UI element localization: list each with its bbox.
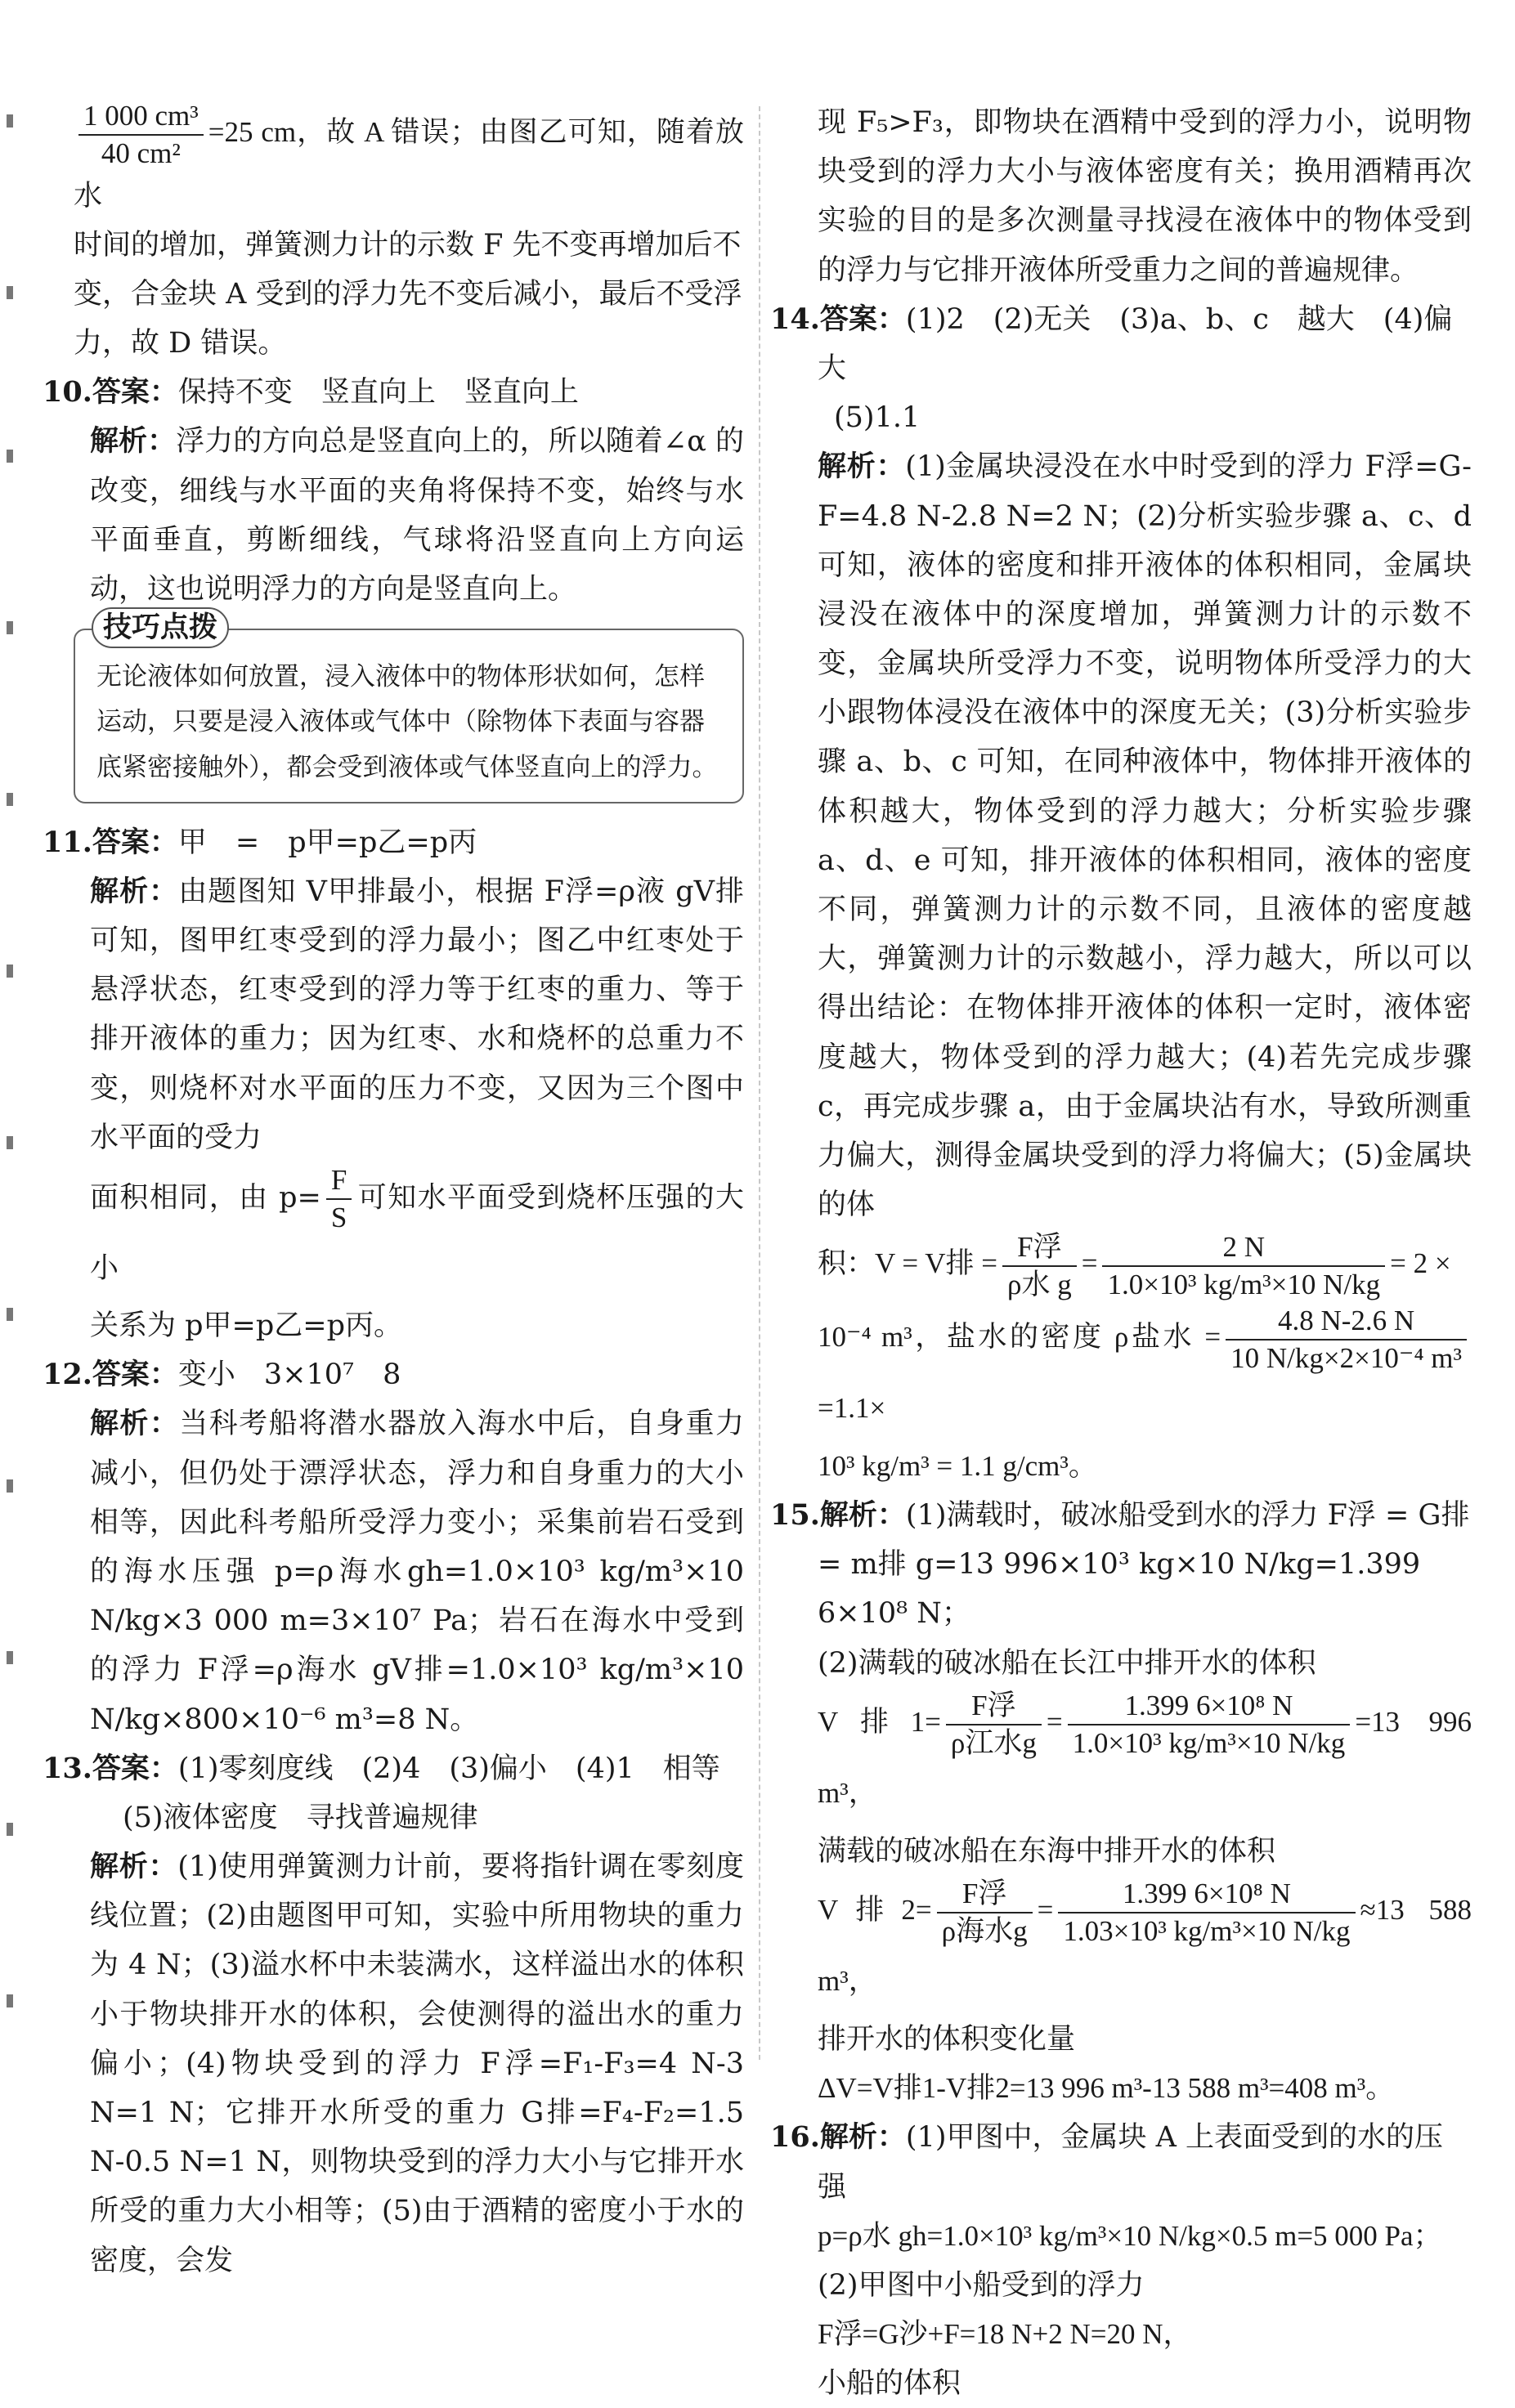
question-13: 13.答案：(1)零刻度线 (2)4 (3)偏小 (4)1 相等 (5)液体密度 寻找普遍规律 解析：(1)使用弹簧测力计前，要将指针调在零刻度线位置；(2)由题图甲可知，实验中所用物块的重力为 4 N；(3)溢水杯中未装满水，这样溢出水的体积小于物块排开水的体积，会使测得的溢出水的重力偏小；(4)物块受到的浮力 F浮=F₁-F₃=4 N-3 N=1 N；它排开水所受的重力 G排=F₄-F₂=1.5 N-0.5 N=1 N，则物块受到的浮力大小与它排开水所受的重力大小相等；(5)由于酒精的密度小于水的密度，会发 <box>43 1751 744 2277</box>
analysis-text: (1)使用弹簧测力计前，要将指针调在零刻度线位置；(2)由题图甲可知，实验中所用物块的重力为 4 N；(3)溢水杯中未装满水，这样溢出水的体积小于物块排开水的体积，会使测得的溢出水的重力偏小；(4)物块受到的浮力 F浮=F₁-F₃=4 N-3 N=1 N；它排开水所受的重力 G排=F₄-F₂=1.5 N-0.5 N=1 N，则物块受到的浮力大小与它排开水所受的重力大小相等；(5)由于酒精的密度小于水的密度，会发 <box>90 1851 744 2277</box>
question-10: 10.答案：保持不变 竖直向上 竖直向上 解析：浮力的方向总是竖直向上的，所以随着∠α 的改变，细线与水平面的夹角将保持不变，始终与水平面垂直，剪断细线，气球将沿竖直向上方向运动，这也说明浮力的方向是竖直向上。 <box>43 375 744 606</box>
question-number: 14. <box>770 302 820 336</box>
answer-text: (5)1.1 <box>834 401 921 435</box>
fraction: $\frac{\text{F浮}}{\text{ρ水 g}}$ <box>1002 1229 1077 1303</box>
answer-text: (1)2 (2)无关 (3)a、b、c 越大 (4)偏大 <box>818 302 1453 385</box>
fraction: $\frac{\text{F浮}}{\text{ρ江水g}}$ <box>946 1688 1042 1761</box>
volume-formula-2: V排2= $\frac{\text{F浮}}{\text{ρ海水g}}$ = $\frac{\text{1.399 6×10⁸ N}}{\text{1.03×10³ kg/m³×10 N/kg}}$ ≈13 588 m³， <box>818 1877 1472 1998</box>
answer-text: (1)零刻度线 (2)4 (3)偏小 (4)1 相等 <box>177 1752 720 1785</box>
q13-continued: 现 F₅>F₃，即物块在酒精中受到的浮力小，说明物块受到的浮力大小与液体密度有关；换用酒精再次实验的目的是多次测量寻找浸在液体中的物体受到的浮力与它排开液体所受重力之间的普遍规律。 <box>818 106 1472 287</box>
answer-text: (5)液体密度 寻找普遍规律 <box>123 1801 478 1834</box>
answer-text: 保持不变 竖直向上 竖直向上 <box>177 376 579 410</box>
question-14: 14.答案：(1)2 (2)无关 (3)a、b、c 越大 (4)偏大 (5)1.1 解析：(1)金属块浸没在水中时受到的浮力 F浮=G-F=4.8 N-2.8 N=2 N；(2)分析实验步骤 a、c、d 可知，液体的密度和排开液体的体积相同，金属块浸没在液体中的深度增加，弹簧测力计的示数不变，金属块所受浮力不变，说明物体所受浮力的大小跟物体浸没在液体中的深度无关；(3)分析实验步骤 a、b、c 可知，在同种液体中，物体排开液体的体积越大，物体受到的浮力越大；分析实验步骤 a、d、e 可知，排开液体的体积相同，液体的密度不同，弹簧测力计的示数不同，且液体的密度越大，弹簧测力计的示数越小，浮力越大，所以可以得出结论：在物体排开液体的体积一定时，液体密度越大，物体受到的浮力越大；(4)若先完成步骤 c，再完成步骤 a，由于金属块沾有水，导致所测重力偏大，测得金属块受到的浮力将偏大；(5)金属块的体 积：V = V排 = $\frac{\text{F浮}}{\text{ρ水 g}}$ = $\frac{2 N}{\text{1.0×10³ kg/m³×10 N/kg}}$ = 2 × 10⁻⁴ m³，盐水的密度 ρ盐水 = $\frac{4.8 N-2.6 N}{\text{10 N/kg×2×10⁻⁴ m³}}$ =1.1× 10³ kg/m³ = 1.1 g/cm³。 <box>770 302 1472 1482</box>
fraction: $\frac{2 N}{\text{1.0×10³ kg/m³×10 N/kg}}$ <box>1102 1229 1385 1303</box>
question-15: 15.解析：(1)满载时，破冰船受到水的浮力 F浮 = G排 = m排 g=13 996×10³ kg×10 N/kg=1.399 6×10⁸ N； (2)满载的破冰船在长江中排开水的体积 V排1= $\frac{\text{F浮}}{\text{ρ江水g}}$ = $\frac{\text{1.399 6×10⁸ N}}{\text{1.0×10³ kg/m³×10 N/kg}}$ =13 996 m³， 满载的破冰船在东海中排开水的体积 V排2= $\frac{\text{F浮}}{\text{ρ海水g}}$ = $\frac{\text{1.399 6×10⁸ N}}{\text{1.03×10³ kg/m³×10 N/kg}}$ ≈13 588 m³， 排开水的体积变化量 ΔV=V排1-V排2=13 996 m³-13 588 m³=408 m³。 <box>770 1498 1472 2105</box>
fraction: $\frac{\text{1.399 6×10⁸ N}}{\text{1.03×10³ kg/m³×10 N/kg}}$ <box>1058 1876 1355 1949</box>
analysis-text: 浮力的方向总是竖直向上的，所以随着∠α 的改变，细线与水平面的夹角将保持不变，始终与水平面垂直，剪断细线，气球将沿竖直向上方向运动，这也说明浮力的方向是竖直向上。 <box>90 425 744 606</box>
tip-text: 无论液体如何放置，浸入液体中的物体形状如何，怎样运动，只要是浸入液体或气体中（除物体下表面与容器底紧密接触外），都会受到液体或气体竖直向上的浮力。 <box>96 662 718 782</box>
binding-edge-marks <box>0 98 25 2060</box>
analysis-text: 当科考船将潜水器放入海水中后，自身重力减小，但仍处于漂浮状态，浮力和自身重力的大小相等，因此科考船所受浮力变小；采集前岩石受到的海水压强 p=ρ海水gh=1.0×10³ kg/m³×10 N/kg×3 000 m=3×10⁷ Pa；岩石在海水中受到的浮力 F浮=ρ海水 gV排=1.0×10³ kg/m³×10 N/kg×800×10⁻⁶ m³=8 N。 <box>90 1408 744 1736</box>
analysis-text: (1)金属块浸没在水中时受到的浮力 F浮=G-F=4.8 N-2.8 N=2 N；(2)分析实验步骤 a、c、d 可知，液体的密度和排开液体的体积相同，金属块浸没在液体中的深度增加，弹簧测力计的示数不变，金属块所受浮力不变，说明物体所受浮力的大小跟物体浸没在液体中的深度无关；(3)分析实验步骤 a、b、c 可知，在同种液体中，物体排开液体的体积越大，物体受到的浮力越大；分析实验步骤 a、d、e 可知，排开液体的体积相同，液体的密度不同，弹簧测力计的示数不同，且液体的密度越大，弹簧测力计的示数越小，浮力越大，所以可以得出结论：在物体排开液体的体积一定时，液体密度越大，物体受到的浮力越大；(4)若先完成步骤 c，再完成步骤 a，由于金属块沾有水，导致所测重力偏大，测得金属块受到的浮力将偏大；(5)金属块的体 <box>818 450 1472 1222</box>
analysis-text: (1)满载时，破冰船受到水的浮力 F浮 = G排 = m排 g=13 996×10³ kg×10 N/kg=1.399 6×10⁸ N； <box>818 1499 1470 1631</box>
tip-title: 技巧点拨 <box>92 607 229 648</box>
volume-formula-1: V排1= $\frac{\text{F浮}}{\text{ρ江水g}}$ = $\frac{\text{1.399 6×10⁸ N}}{\text{1.0×10³ kg/m³×10 N/kg}}$ =13 996 m³， <box>818 1689 1472 1810</box>
left-column <box>43 98 744 2285</box>
question-16: 16.解析：(1)甲图中，金属块 A 上表面受到的水的压强 p=ρ水 gh=1.0×10³ kg/m³×10 N/kg×0.5 m=5 000 Pa； (2)甲图中小船受到的浮力 F浮=G沙+F=18 N+2 N=20 N， 小船的体积 <box>770 2120 1444 2401</box>
density-formula: 10⁻⁴ m³，盐水的密度 ρ盐水 = $\frac{4.8 N-2.6 N}{\text{10 N/kg×2×10⁻⁴ m³}}$ =1.1× <box>818 1303 1472 1442</box>
question-12: 12.答案：变小 3×10⁷ 8 解析：当科考船将潜水器放入海水中后，自身重力减小，但仍处于漂浮状态，浮力和自身重力的大小相等，因此科考船所受浮力变小；采集前岩石受到的海水压强 p=ρ海水gh=1.0×10³ kg/m³×10 N/kg×3 000 m=3×10⁷ Pa；岩石在海水中受到的浮力 F浮=ρ海水 gV排=1.0×10³ kg/m³×10 N/kg×800×10⁻⁶ m³=8 N。 <box>43 1358 744 1736</box>
pressure-formula-line: 面积相同，由 p= $\frac{F}{S}$ 可知水平面受到烧杯压强的大小 <box>90 1164 744 1285</box>
fraction: $\frac{\text{1.399 6×10⁸ N}}{\text{1.0×10³ kg/m³×10 N/kg}}$ <box>1068 1688 1351 1761</box>
q9-tail-line: 力，故 D 错误。 <box>74 327 287 360</box>
fraction: $\frac{F}{S}$ <box>326 1162 352 1236</box>
question-number: 12. <box>43 1358 92 1392</box>
answer-text: 甲 = p甲=p乙=p丙 <box>177 826 477 859</box>
tip-box <box>74 611 744 803</box>
volume-formula: 积：V = V排 = $\frac{\text{F浮}}{\text{ρ水 g}}$ = $\frac{2 N}{\text{1.0×10³ kg/m³×10 N/kg}}$ = 2 × <box>818 1229 1472 1303</box>
question-number: 13. <box>43 1751 92 1785</box>
fraction: $\frac{\text{F浮}}{\text{ρ海水g}}$ <box>937 1876 1033 1949</box>
question-number: 15. <box>770 1498 820 1532</box>
analysis-text: 由题图知 V甲排最小，根据 F浮=ρ液 gV排 可知，图甲红枣受到的浮力最小；图乙中红枣处于悬浮状态，红枣受到的浮力等于红枣的重力、等于排开液体的重力；因为红枣、水和烧杯的总重力不变，则烧杯对水平面的压力不变，又因为三个图中水平面的受力 <box>90 875 744 1154</box>
answer-text: 变小 3×10⁷ 8 <box>177 1358 401 1392</box>
column-divider <box>759 106 760 2060</box>
question-number: 16. <box>770 2120 820 2155</box>
analysis-text: (1)甲图中，金属块 A 上表面受到的水的压强 <box>818 2121 1444 2204</box>
question-number: 11. <box>43 825 92 859</box>
q9-tail-line: 时间的增加，弹簧测力计的示数 F 先不变再增加后不 <box>74 228 742 262</box>
question-11: 11.答案：甲 = p甲=p乙=p丙 解析：由题图知 V甲排最小，根据 F浮=ρ液 gV排 可知，图甲红枣受到的浮力最小；图乙中红枣处于悬浮状态，红枣受到的浮力等于红枣的重力、等于排开液体的重力；因为红枣、水和烧杯的总重力不变，则烧杯对水平面的压力不变，又因为三个图中水平面的受力 面积相同，由 p= $\frac{F}{S}$ 可知水平面受到烧杯压强的大小 关系为 p甲=p乙=p丙。 <box>43 825 744 1343</box>
question-number: 10. <box>43 375 92 410</box>
q9-tail-line: 变，合金块 A 受到的浮力先不变后减小，最后不受浮 <box>74 277 742 311</box>
q9-tail-formula: $\frac{\text{1 000 cm³}}{\text{40 cm²}}$ =25 cm，故 A 错误；由图乙可知，随着放水 <box>74 100 744 212</box>
right-column <box>770 98 1472 2408</box>
fraction: $\frac{4.8 N-2.6 N}{\text{10 N/kg×2×10⁻⁴ m³}}$ <box>1226 1303 1467 1376</box>
fraction: $\frac{\text{1 000 cm³}}{\text{40 cm²}}$ <box>78 98 204 172</box>
